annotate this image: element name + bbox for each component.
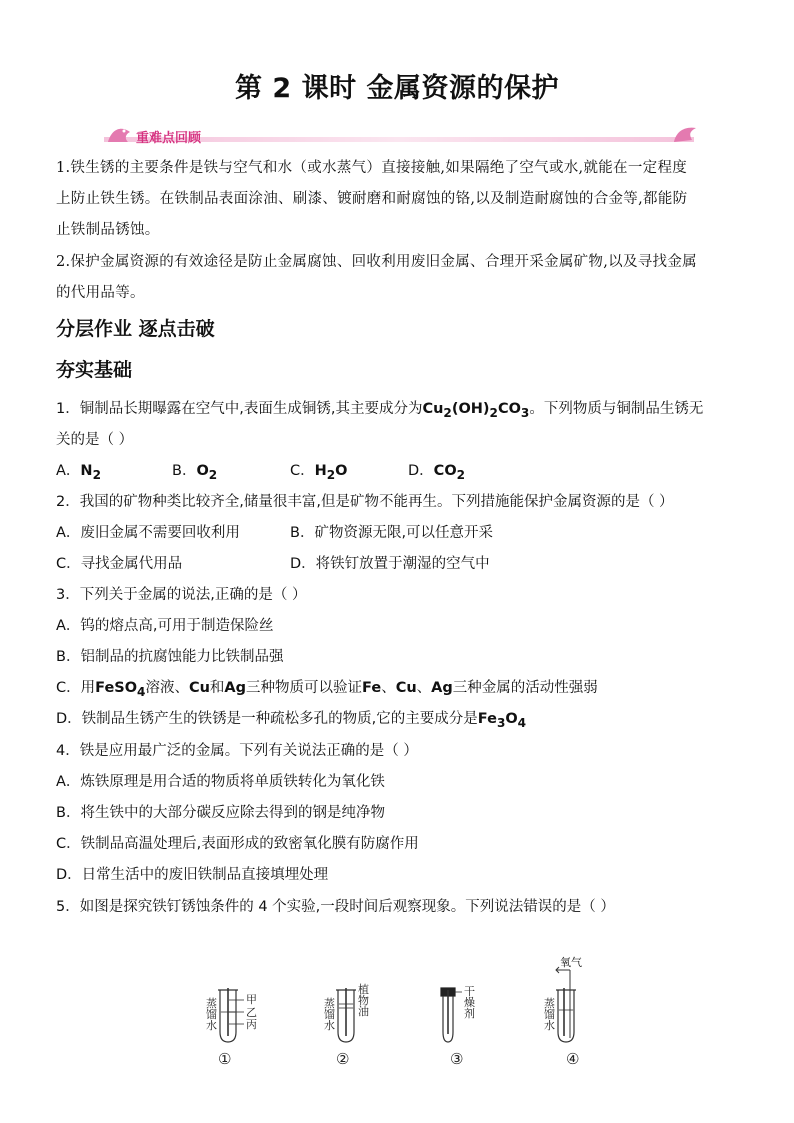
q3-option-a: A．钨的熔点高,可用于制造保险丝: [56, 618, 274, 634]
review-line-5: 的代用品等。: [56, 285, 145, 301]
q1-option-b: B．$O_2$: [172, 463, 218, 482]
q1-formula: $Cu_2(OH)_2CO_3$: [422, 401, 530, 420]
caption-2: ②: [336, 1050, 350, 1068]
q2-option-a: A．废旧金属不需要回收利用: [56, 525, 240, 541]
q1-option-a: A．$N_2$: [56, 463, 101, 482]
tube1-mark-yi: 乙: [246, 1006, 257, 1019]
section-heading-layered: 分层作业 逐点击破: [56, 318, 215, 340]
tube1-water-label: 蒸馏水: [206, 997, 217, 1032]
q4-option-b: B．将生铁中的大部分碳反应除去得到的钢是纯净物: [56, 805, 385, 821]
q4-stem: 4．铁是应用最广泛的金属。下列有关说法正确的是（ ）: [56, 743, 418, 759]
tube4-oxygen-label: 氧气: [560, 956, 582, 969]
q4-option-a: A．炼铁原理是用合适的物质将单质铁转化为氧化铁: [56, 774, 385, 790]
q1-option-c: C．$H_2O$: [290, 463, 348, 482]
q4-option-d: D．日常生活中的废旧铁制品直接填埋处理: [56, 867, 329, 883]
test-tube-figure: [200, 950, 620, 1072]
page-title: 第 2 课时 金属资源的保护: [235, 73, 559, 104]
q3-option-c: C．用FeSO$_4$溶液、Cu和Ag三种物质可以验证Fe、Cu、Ag三种金属的活动性强弱: [56, 680, 598, 699]
tube1-mark-bing: 丙: [246, 1018, 257, 1031]
tube2-water-label: 蒸馏水: [324, 997, 335, 1032]
caption-1: ①: [218, 1050, 232, 1068]
q1-stem-line2: 关的是（ ）: [56, 432, 134, 448]
q1-option-d: D．$CO_2$: [408, 463, 466, 482]
test-tubes-drawing: [200, 950, 620, 1072]
caption-3: ③: [450, 1050, 464, 1068]
tube2-oil-label: 植物油: [358, 983, 369, 1018]
q3-option-b: B．铝制品的抗腐蚀能力比铁制品强: [56, 649, 284, 665]
tube1-mark-jia: 甲: [246, 993, 257, 1006]
q2-option-c: C．寻找金属代用品: [56, 556, 183, 572]
review-label: 重难点回顾: [136, 131, 202, 146]
section-heading-basics: 夯实基础: [56, 359, 133, 381]
review-line-1: 1.铁生锈的主要条件是铁与空气和水（或水蒸气）直接接触,如果隔绝了空气或水,就能在一定程度: [56, 160, 688, 176]
q3-option-d: D．铁制品生锈产生的铁锈是一种疏松多孔的物质,它的主要成分是$Fe_3O_4$: [56, 711, 527, 730]
q5-stem: 5．如图是探究铁钉锈蚀条件的 4 个实验,一段时间后观察现象。下列说法错误的是（ ）: [56, 899, 615, 915]
q2-option-d: D．将铁钉放置于潮湿的空气中: [290, 556, 490, 572]
review-banner: [104, 122, 700, 150]
caption-4: ④: [566, 1050, 580, 1068]
tube3-desiccant-label: 干燥剂: [464, 985, 475, 1020]
review-line-2: 上防止铁生锈。在铁制品表面涂油、刷漆、镀耐磨和耐腐蚀的铬,以及制造耐腐蚀的合金等,都能防: [56, 191, 688, 207]
review-line-4: 2.保护金属资源的有效途径是防止金属腐蚀、回收利用废旧金属、合理开采金属矿物,以及寻找金属: [56, 254, 697, 270]
q2-option-b: B．矿物资源无限,可以任意开采: [290, 525, 494, 541]
tube4-water-label: 蒸馏水: [544, 997, 555, 1032]
review-line-3: 止铁制品锈蚀。: [56, 222, 160, 238]
q4-option-c: C．铁制品高温处理后,表面形成的致密氧化膜有防腐作用: [56, 836, 419, 852]
q2-stem: 2．我国的矿物种类比较齐全,储量很丰富,但是矿物不能再生。下列措施能保护金属资源的是（ ）: [56, 494, 674, 510]
q1-stem-line1: 1．铜制品长期曝露在空气中,表面生成铜锈,其主要成分为$Cu_2(OH)_2CO_3$。下列物质与铜制品生锈无: [56, 401, 704, 420]
q3-stem: 3．下列关于金属的说法,正确的是（ ）: [56, 587, 307, 603]
